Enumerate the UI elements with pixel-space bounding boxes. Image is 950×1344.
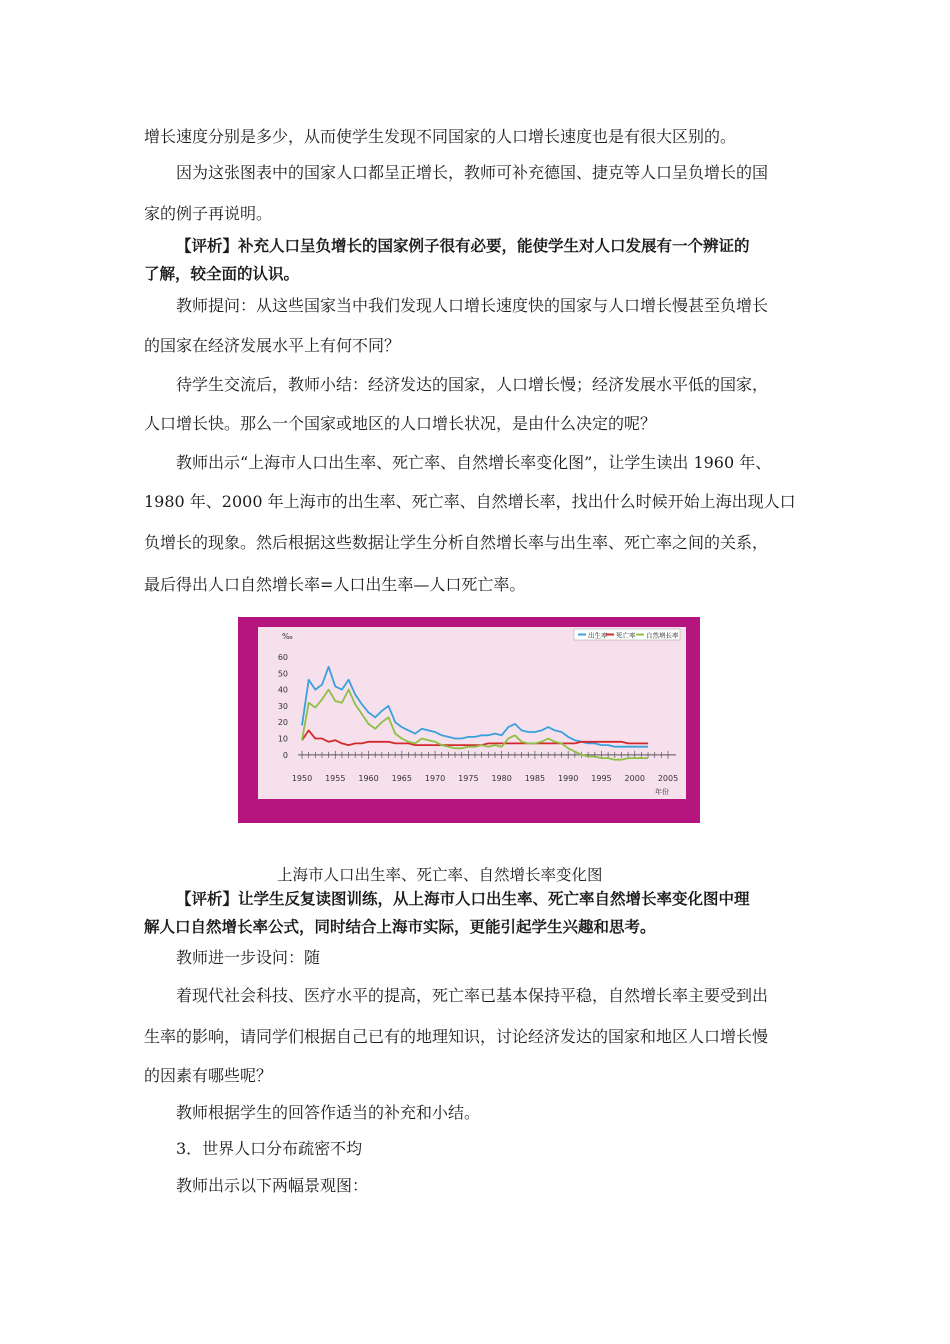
x-tick-label: 1970 bbox=[424, 774, 446, 783]
rate-chart bbox=[258, 627, 686, 799]
comment-line: 【评析】补充人口呈负增长的国家例子很有必要，能使学生对人口发展有一个辨证的 bbox=[176, 237, 750, 255]
paragraph-line: 人口增长快。那么一个国家或地区的人口增长状况，是由什么决定的呢？ bbox=[144, 414, 657, 433]
legend-label-birth: 出生率 bbox=[588, 631, 608, 640]
paragraph-line: 家的例子再说明。 bbox=[144, 204, 273, 223]
y-tick-label: 0 bbox=[282, 750, 288, 760]
paragraph-line: 教师提问：从这些国家当中我们发现人口增长速度快的国家与人口增长慢甚至负增长 bbox=[176, 296, 769, 315]
y-tick-label: 20 bbox=[277, 718, 288, 728]
x-tick-label: 1995 bbox=[591, 774, 612, 783]
x-tick-label: 1990 bbox=[558, 774, 579, 783]
paragraph-line: 的国家在经济发展水平上有何不同？ bbox=[144, 336, 401, 355]
legend-label-death: 死亡率 bbox=[616, 631, 636, 640]
paragraph-line: 的因素有哪些呢？ bbox=[144, 1066, 273, 1085]
plot-area bbox=[258, 627, 686, 799]
y-tick-label: 30 bbox=[277, 701, 288, 711]
legend-label-natural: 自然增长率 bbox=[646, 631, 679, 640]
paragraph-line: 教师根据学生的回答作适当的补充和小结。 bbox=[176, 1103, 481, 1122]
x-tick-label: 1980 bbox=[491, 774, 512, 783]
x-tick-label: 2005 bbox=[657, 774, 679, 783]
x-tick-label: 1955 bbox=[325, 774, 346, 783]
y-unit-label: ‰ bbox=[282, 632, 293, 641]
y-tick-label: 60 bbox=[277, 653, 288, 662]
paragraph-line: 教师出示“上海市人口出生率、死亡率、自然增长率变化图”，让学生读出 1960 年、 bbox=[176, 453, 772, 472]
comment-line: 解人口自然增长率公式，同时结合上海市实际，更能引起学生兴趣和思考。 bbox=[144, 918, 656, 936]
series-line-birth bbox=[302, 667, 648, 747]
paragraph-line: 因为这张图表中的国家人口都呈正增长，教师可补充德国、捷克等人口呈负增长的国 bbox=[176, 163, 769, 182]
comment-line: 了解，较全面的认识。 bbox=[144, 265, 300, 283]
paragraph-line: 负增长的现象。然后根据这些数据让学生分析自然增长率与出生率、死亡率之间的关系， bbox=[144, 533, 769, 552]
x-tick-label: 1975 bbox=[458, 774, 479, 783]
x-tick-label: 1985 bbox=[524, 774, 546, 783]
section-heading: 3．世界人口分布疏密不均 bbox=[176, 1139, 363, 1158]
y-tick-label: 50 bbox=[277, 669, 288, 679]
x-tick-label: 2000 bbox=[624, 774, 645, 783]
paragraph-line: 教师进一步设问：随 bbox=[176, 948, 321, 967]
paragraph-line: 增长速度分别是多少，从而使学生发现不同国家的人口增长速度也是有很大区别的。 bbox=[144, 127, 737, 146]
comment-line: 【评析】让学生反复读图训练，从上海市人口出生率、死亡率自然增长率变化图中理 bbox=[176, 890, 750, 908]
x-axis-title: 年份 bbox=[655, 788, 669, 796]
paragraph-line: 着现代社会科技、医疗水平的提高，死亡率已基本保持平稳，自然增长率主要受到出 bbox=[176, 986, 769, 1005]
x-tick-label: 1965 bbox=[391, 774, 412, 783]
y-tick-label: 40 bbox=[277, 685, 288, 695]
x-tick-label: 1960 bbox=[358, 774, 379, 783]
paragraph-line: 最后得出人口自然增长率=人口出生率—人口死亡率。 bbox=[144, 575, 526, 594]
chart-frame bbox=[238, 617, 700, 823]
paragraph-line: 1980 年、2000 年上海市的出生率、死亡率、自然增长率，找出什么时候开始上海出现人口 bbox=[144, 492, 796, 511]
paragraph-line: 教师出示以下两幅景观图： bbox=[176, 1176, 369, 1195]
series-line-natural bbox=[302, 690, 648, 760]
paragraph-line: 生率的影响，请同学们根据自己已有的地理知识，讨论经济发达的国家和地区人口增长慢 bbox=[144, 1027, 769, 1046]
paragraph-line: 待学生交流后，教师小结：经济发达的国家，人口增长慢；经济发展水平低的国家， bbox=[176, 375, 769, 394]
chart-caption: 上海市人口出生率、死亡率、自然增长率变化图 bbox=[277, 866, 603, 884]
y-tick-label: 10 bbox=[277, 734, 288, 744]
x-tick-label: 1950 bbox=[291, 774, 313, 783]
